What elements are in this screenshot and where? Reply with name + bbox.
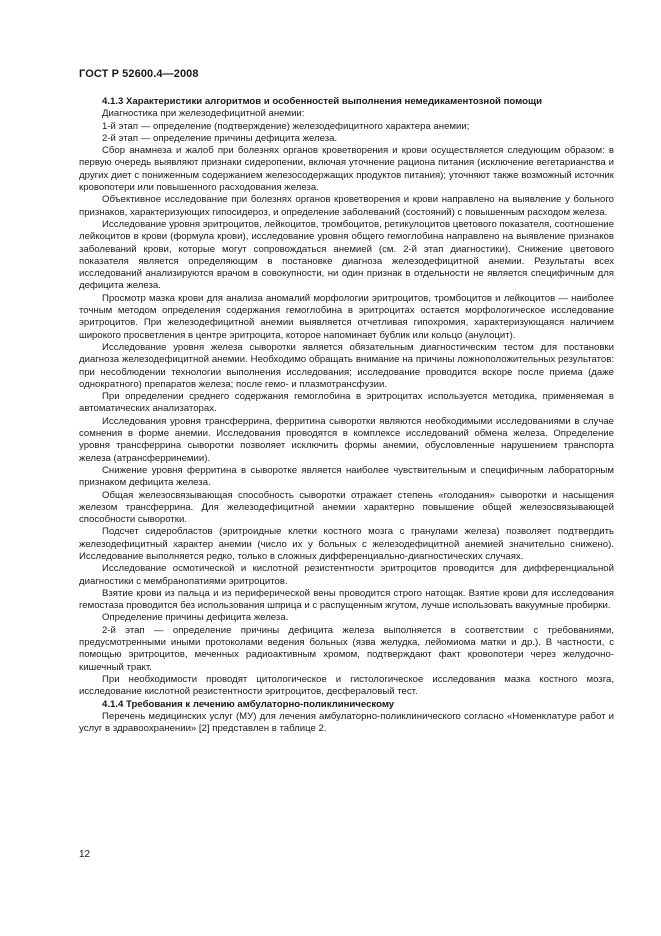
paragraph: Диагностика при железодефицитной анемии: — [102, 108, 305, 120]
paragraph: Объективное исследование при болезнях органов кроветворения и крови направлено на выявление у больного признаков, характеризующих гипосидероз, и определение заболеваний (состояний) с повышенным расходом железа. — [79, 194, 614, 218]
section-heading-4-1-3: 4.1.3 Характеристики алгоритмов и особенностей выполнения немедикаментозной помощи — [102, 96, 542, 107]
paragraph: Исследования уровня трансферрина, ферритина сыворотки являются необходимыми исследованиями в случае сомнения в форме анемии. Исследования проводятся в комплексе исследований обмена железа. Определение уровня трансферрина сыворотки позволяет исключить формы анемии, обусловленные нарушением транспорта железа (атрансферринемии). — [79, 415, 614, 464]
paragraph: 1-й этап — определение (подтверждение) железодефицитного характера анемии; — [102, 120, 470, 132]
paragraph: Сбор анамнеза и жалоб при болезнях органов кроветворения и крови осуществляется следующим образом: в первую очередь выявляют признаки сидеропении, включая уточнение рациона питания (исключение вегетарианства и других диет с пониженным содержанием железосодержащих продуктов питания); уточняют также возможный источник кровопотери или повышенного расходования железа. — [79, 145, 614, 194]
paragraph: Исследование уровня эритроцитов, лейкоцитов, тромбоцитов, ретикулоцитов цветового показателя, соотношение лейкоцитов в крови (формула крови), исследование уровня общего гемоглобина направлено на выявление признаков заболеваний крови, которые могут сопровождаться анемией (см. 2-й этап диагностики). Снижение цветового показателя является определяющим в постановке диагноза железодефицитной анемии. Результаты всех исследований анализируются врачом в совокупности, ни один признак в отдельности не является специфичным для дефицита железа. — [79, 218, 614, 292]
paragraph: Исследование осмотической и кислотной резистентности эритроцитов проводится для дифференциальной диагностики с мембранопатиями эритроцитов. — [79, 563, 614, 587]
paragraph: Исследование уровня железа сыворотки является обязательным диагностическим тестом для постановки диагноза железодефицитной анемии. Необходимо обращать внимание на причины ложноположительных результатов: при несоблюдении технологии выполнения исследования; исследование проводится вскоре после приема (даже однократного) препаратов железа; после гемо- и плазмотрансфузии. — [79, 341, 614, 390]
paragraph: При определении среднего содержания гемоглобина в эритроцитах используется методика, применяемая в автоматических анализаторах. — [79, 391, 614, 415]
paragraph: Определение причины дефицита железа. — [102, 612, 289, 624]
paragraph: При необходимости проводят цитологическое и гистологическое исследования мазка костного мозга, исследование кислотной резистентности эритроцитов, десфераловый тест. — [79, 673, 614, 698]
section-heading-4-1-4: 4.1.4 Требования к лечению амбулаторно-поликлиническому — [102, 698, 395, 710]
paragraph: Перечень медицинских услуг (МУ) для лечения амбулаторно-поликлинического согласно «Номенклатуре работ и услуг в здравоохранении» [2] представлен в таблице 2. — [79, 710, 614, 735]
document-body — [79, 96, 614, 735]
paragraph: 2-й этап — определение причины дефицита железа выполняется в соответствии с требованиями, предусмотренными иными протоколами ведения больных (язва желудка, лейомиома матки и др.). В частности, с помощью эритроцитов, меченных радиоактивным хромом, подтверждают факт кровопотери через желудочно-кишечный тракт. — [79, 624, 614, 673]
paragraph: Подсчет сидеробластов (эритроидные клетки костного мозга с гранулами железа) позволяет подтвердить железодефицитный характер анемии (число их у больных с железодефицитной анемией значительно снижено). Исследование выполняется редко, только в сложных дифференциально-диагностических случаях. — [79, 526, 614, 562]
paragraph: Общая железосвязывающая способность сыворотки отражает степень «голодания» сыворотки и насыщения железом трансферрина. Для железодефицитной анемии характерно повышение общей железосвязывающей способности сыворотки. — [79, 489, 614, 526]
paragraph: Просмотр мазка крови для анализа аномалий морфологии эритроцитов, тромбоцитов и лейкоцитов — наиболее точным методом определения содержания гемоглобина в эритроцитах остается морфологическое исследование эритроцитов. При железодефицитной анемии выявляется отчетливая гипохромия, характеризующаяся наличием широкого просветления в центре эритроцита, которое напоминает бублик или кольцо (анулоцит). — [79, 292, 614, 341]
paragraph: 2-й этап — определение причины дефицита железа. — [102, 132, 338, 144]
document-header: ГОСТ Р 52600.4—2008 — [79, 68, 199, 80]
paragraph: Взятие крови из пальца и из периферической вены проводится строго натощак. Взятие крови для исследования гемостаза проводится без использования шприца и с распущенным жгутом, лучше использовать вакуумные пробирки. — [79, 587, 614, 612]
paragraph: Снижение уровня ферритина в сыворотке является наиболее чувствительным и специфичным лабораторным признаком дефицита железа. — [79, 464, 614, 489]
page-number: 12 — [79, 849, 91, 860]
